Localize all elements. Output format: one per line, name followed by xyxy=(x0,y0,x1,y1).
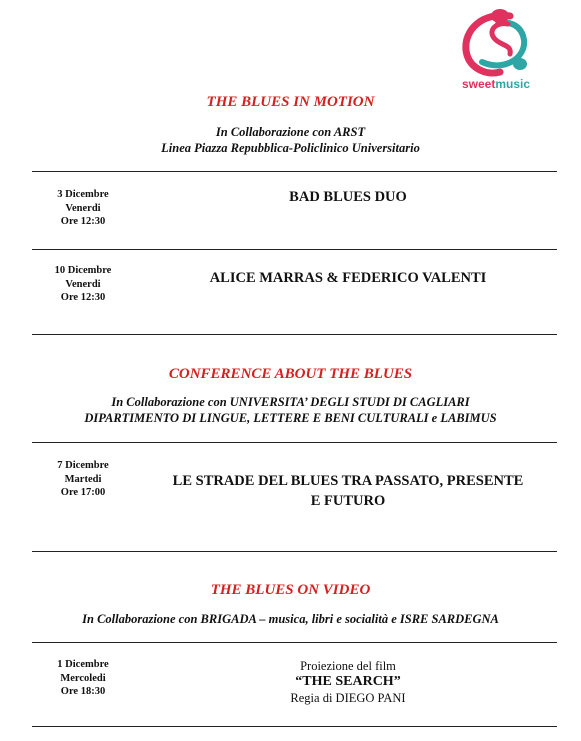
event-date xyxy=(30,459,136,500)
film-director: Regia di DIEGO PANI xyxy=(290,691,406,705)
event-time: Ore 12:30 xyxy=(60,292,106,303)
film-intro: Proiezione del film xyxy=(300,659,396,673)
section2-collab-line1: In Collaborazione con UNIVERSITA’ DEGLI STUDI DI CAGLIARI xyxy=(111,395,470,409)
section3-collab-line1: In Collaborazione con BRIGADA – musica, libri e socialità e ISRE SARDEGNA xyxy=(82,612,499,626)
section1-collab-line1: In Collaborazione con ARST xyxy=(215,125,366,139)
event-weekday: Mercoledi xyxy=(60,672,106,684)
event-day: 10 Dicembre xyxy=(54,265,112,276)
film-title: “THE SEARCH” xyxy=(295,674,401,689)
divider xyxy=(32,171,557,172)
event-title: BAD BLUES DUO xyxy=(289,189,407,205)
event-time: Ore 12:30 xyxy=(60,216,106,227)
event-time: Ore 17:00 xyxy=(60,487,106,498)
event-weekday: Venerdi xyxy=(65,202,101,214)
event-time: Ore 18:30 xyxy=(60,686,106,697)
event-date xyxy=(30,188,136,229)
event-weekday: Martedi xyxy=(64,473,102,485)
event-title-line2: E FUTURO xyxy=(310,493,386,509)
divider xyxy=(32,334,557,335)
logo-wordmark xyxy=(452,77,540,91)
section-title-blues-in-motion: THE BLUES IN MOTION xyxy=(206,94,375,110)
event-title: ALICE MARRAS & FEDERICO VALENTI xyxy=(209,270,487,286)
logo-music: music xyxy=(495,77,531,91)
event-day: 3 Dicembre xyxy=(57,189,109,200)
event-day: 7 Dicembre xyxy=(57,460,109,471)
divider xyxy=(32,551,557,552)
event-date xyxy=(30,658,136,699)
film-info xyxy=(138,658,558,706)
event-title xyxy=(138,471,558,511)
section-title-blues-on-video: THE BLUES ON VIDEO xyxy=(210,582,371,598)
section-title-conference: CONFERENCE ABOUT THE BLUES xyxy=(168,366,413,382)
divider xyxy=(32,726,557,727)
section1-collab-line2: Linea Piazza Repubblica-Policlinico Universitario xyxy=(161,141,420,155)
divider xyxy=(32,642,557,643)
event-date xyxy=(30,264,136,305)
divider xyxy=(32,249,557,250)
logo-sweet: sweet xyxy=(461,77,496,91)
event-day: 1 Dicembre xyxy=(57,659,109,670)
event-weekday: Venerdi xyxy=(65,278,101,290)
event-title-line1: LE STRADE DEL BLUES TRA PASSATO, PRESENTE xyxy=(172,473,524,489)
section2-collab-line2: DIPARTIMENTO DI LINGUE, LETTERE E BENI CULTURALI e LABIMUS xyxy=(84,411,497,425)
divider xyxy=(32,442,557,443)
